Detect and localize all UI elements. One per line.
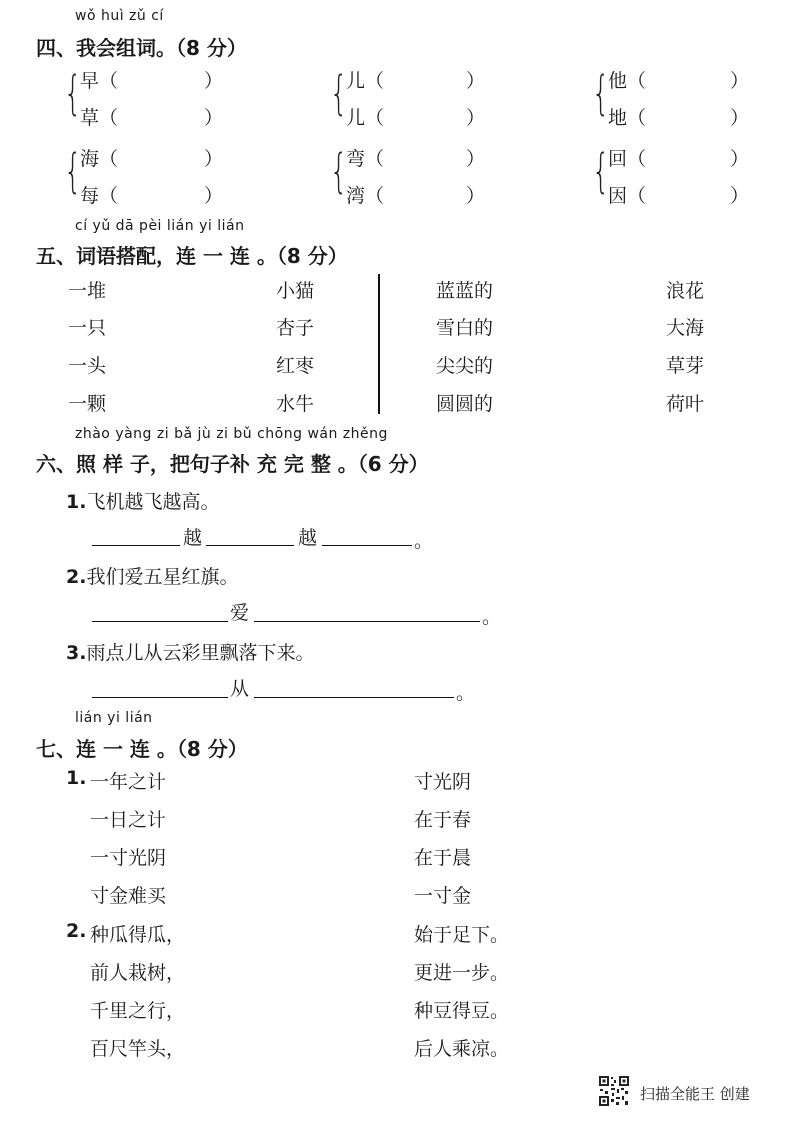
section7-pinyin: lián yi lián <box>75 710 153 726</box>
idiom-right-phrase[interactable]: 在于晨 <box>414 847 472 869</box>
fill-word: 越 <box>298 527 318 549</box>
example-sentence-3 <box>66 638 314 665</box>
answer-paren-close: ） <box>466 185 486 207</box>
idiom-right-phrase[interactable]: 种豆得豆。 <box>414 1000 510 1022</box>
fill-word: 从 <box>230 678 250 700</box>
brace-symbol: { <box>592 144 610 198</box>
base-character: 回（ <box>608 148 647 170</box>
base-character: 湾（ <box>346 185 385 207</box>
base-character: 弯（ <box>346 148 385 170</box>
match-word-col1[interactable]: 一只 <box>68 317 107 339</box>
example-text: 雨点儿从云彩里飘落下来。 <box>86 642 315 664</box>
match-word-col2[interactable]: 杏子 <box>276 317 315 339</box>
section6-heading: 六、照 样 子，把句子补 充 完 整 。（6 分） <box>36 452 429 476</box>
match-word-col3[interactable]: 尖尖的 <box>436 355 494 377</box>
answer-blank[interactable] <box>254 621 480 622</box>
item-number: 2. <box>66 920 87 942</box>
match-word-col1[interactable]: 一堆 <box>68 280 107 302</box>
section4-heading: 四、我会组词。（8 分） <box>36 36 247 60</box>
example-text: 飞机越飞越高。 <box>86 491 220 513</box>
idiom-left-phrase[interactable]: 寸金难买 <box>90 885 167 907</box>
idiom-right-phrase[interactable]: 后人乘凉。 <box>414 1038 510 1060</box>
base-character: 早（ <box>80 70 119 92</box>
base-character: 他（ <box>608 70 647 92</box>
section4-pinyin: wǒ huì zǔ cí <box>75 8 164 24</box>
match-word-col2[interactable]: 红枣 <box>276 355 315 377</box>
base-character: 草（ <box>80 107 119 129</box>
base-character: 海（ <box>80 148 119 170</box>
match-word-col4[interactable]: 大海 <box>666 317 705 339</box>
idiom-left-phrase[interactable]: 百尺竿头， <box>90 1038 186 1060</box>
match-word-col2[interactable]: 水牛 <box>276 393 315 415</box>
column-divider <box>378 274 380 414</box>
answer-blank[interactable] <box>254 697 454 698</box>
answer-blank[interactable] <box>206 545 294 546</box>
idiom-right-phrase[interactable]: 寸光阴 <box>414 771 472 793</box>
sentence-end: 。 <box>482 606 502 628</box>
idiom-left-phrase[interactable]: 前人栽树， <box>90 962 186 984</box>
match-word-col1[interactable]: 一颗 <box>68 393 107 415</box>
match-word-col4[interactable]: 草芽 <box>666 355 705 377</box>
match-word-col4[interactable]: 荷叶 <box>666 393 705 415</box>
match-word-col3[interactable]: 蓝蓝的 <box>436 280 494 302</box>
answer-paren-close: ） <box>204 70 224 92</box>
base-character: 儿（ <box>346 107 385 129</box>
scanner-watermark: 扫描全能王 创建 <box>640 1085 750 1103</box>
idiom-left-phrase[interactable]: 种瓜得瓜， <box>90 924 186 946</box>
answer-paren-close: ） <box>204 185 224 207</box>
example-sentence-2 <box>66 562 238 589</box>
answer-paren-close: ） <box>204 107 224 129</box>
match-word-col3[interactable]: 雪白的 <box>436 317 494 339</box>
match-word-col2[interactable]: 小猫 <box>276 280 315 302</box>
example-sentence-1 <box>66 487 219 514</box>
match-word-col3[interactable]: 圆圆的 <box>436 393 494 415</box>
idiom-left-phrase[interactable]: 一寸光阴 <box>90 847 167 869</box>
answer-blank[interactable] <box>92 621 228 622</box>
brace-symbol: { <box>64 66 82 120</box>
qr-code-icon <box>598 1075 630 1107</box>
section7-heading: 七、连 一 连 。（8 分） <box>36 737 248 761</box>
idiom-right-phrase[interactable]: 一寸金 <box>414 885 472 907</box>
brace-symbol: { <box>64 144 82 198</box>
base-character: 儿（ <box>346 70 385 92</box>
fill-word: 爱 <box>230 602 250 624</box>
example-text: 我们爱五星红旗。 <box>86 566 239 588</box>
answer-blank[interactable] <box>92 697 228 698</box>
answer-paren-close: ） <box>730 107 750 129</box>
base-character: 地（ <box>608 107 647 129</box>
item-number: 3. <box>66 642 87 664</box>
section5-pinyin: cí yǔ dā pèi lián yi lián <box>75 218 245 234</box>
answer-paren-close: ） <box>466 70 486 92</box>
item-number: 2. <box>66 566 87 588</box>
item-number: 1. <box>66 767 87 789</box>
base-character: 因（ <box>608 185 647 207</box>
idiom-left-phrase[interactable]: 千里之行， <box>90 1000 186 1022</box>
section6-pinyin: zhào yàng zi bǎ jù zi bǔ chōng wán zhěng <box>75 426 388 442</box>
base-character: 每（ <box>80 185 119 207</box>
brace-symbol: { <box>330 66 348 120</box>
answer-paren-close: ） <box>730 148 750 170</box>
section5-heading: 五、词语搭配，连 一 连 。（8 分） <box>36 244 348 268</box>
match-word-col1[interactable]: 一头 <box>68 355 107 377</box>
answer-paren-close: ） <box>466 107 486 129</box>
idiom-left-phrase[interactable]: 一日之计 <box>90 809 167 831</box>
answer-paren-close: ） <box>204 148 224 170</box>
idiom-left-phrase[interactable]: 一年之计 <box>90 771 167 793</box>
answer-paren-close: ） <box>466 148 486 170</box>
brace-symbol: { <box>592 66 610 120</box>
item-number: 1. <box>66 491 87 513</box>
sentence-end: 。 <box>456 682 476 704</box>
answer-blank[interactable] <box>92 545 180 546</box>
answer-blank[interactable] <box>322 545 412 546</box>
fill-word: 越 <box>183 527 203 549</box>
answer-paren-close: ） <box>730 70 750 92</box>
answer-paren-close: ） <box>730 185 750 207</box>
match-word-col4[interactable]: 浪花 <box>666 280 705 302</box>
idiom-right-phrase[interactable]: 更进一步。 <box>414 962 510 984</box>
sentence-end: 。 <box>414 530 434 552</box>
idiom-right-phrase[interactable]: 在于春 <box>414 809 472 831</box>
idiom-right-phrase[interactable]: 始于足下。 <box>414 924 510 946</box>
brace-symbol: { <box>330 144 348 198</box>
